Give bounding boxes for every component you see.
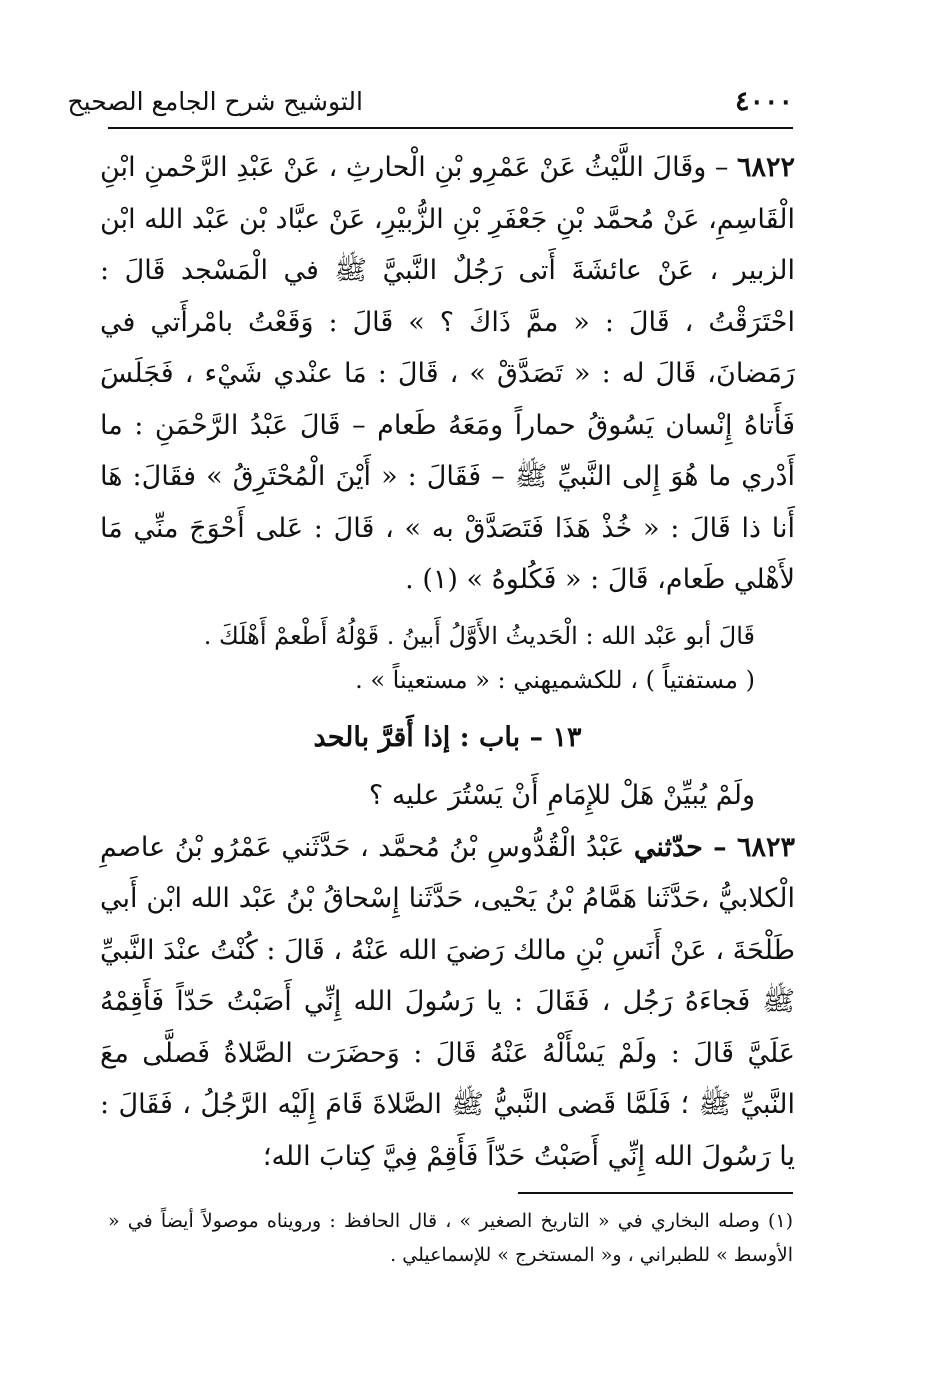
hadith-text: عَبْدُ الْقُدُّوسِ بْنُ مُحمَّد ، حَدَّثَني عَمْرُو بْنُ عاصمِ الْكلابيُّ ،حَدَّثَنا هَمَّامُ بْنُ يَحْيى، حَدَّثَنا إِسْحاقُ بْنُ عَبْد الله ابْن أَبي طَلْحَةَ ، عَنْ أَنَسِ بْنِ مالك رَضيَ الله عَنْهُ ، قَالَ : كُنْتُ عنْدَ النَّبيِّ ﷺ فَجاءَهُ رَجُل ، فَقَالَ : يا رَسُولَ الله إِنِّي أَصَبْتُ حَدّاً فَأَقِمْهُ عَلَيَّ قَالَ : ولَمْ يَسْأَلْهُ عَنْهُ قَالَ : وَحضَرَت الصَّلاةُ فَصلَّى معَ النَّبيِّ ﷺ ؛ فَلَمَّا قَضى النَّبيُّ ﷺ الصَّلاةَ قَامَ إِلَيْه الرَّجُلُ ، فَقَالَ : يا رَسُولَ الله إِنِّي أَصَبْتُ حَدّاً فَأَقِمْ فِيَّ كِتابَ الله؛ <box>100 831 795 1172</box>
page-number: ٤٠٠٠ <box>734 86 793 117</box>
chapter-question: ولَمْ يُبيِّنْ هَلْ للإِمَامِ أَنْ يَسْتُرَ عليه ؟ <box>368 779 755 811</box>
footnote-divider <box>518 1192 793 1194</box>
header-divider <box>108 127 793 129</box>
commentary-line: قَالَ أبو عَبْد الله : الْحَديثُ الأَوَّلُ أَبينُ . قَوْلُهُ أَطْعمْ أَهْلَكَ . <box>203 621 755 650</box>
narration-word: – حدّثني <box>633 831 737 863</box>
hadith-text: – وقَالَ اللَّيْثُ عَنْ عَمْرِو بْنِ الْحارثِ ، عَنْ عَبْدِ الرَّحْمنِ ابْنِ الْقَاسِمِ، عَنْ مُحمَّد بْنِ جَعْفَرِ بْنِ الزُّبيْرِ، عَنْ عبَّاد بْن عَبْد الله ابْن الزبير ، عَنْ عائشَةَ أَتى رَجُلٌ النَّبيَّ ﷺ في الْمَسْجد قَالَ : احْتَرَقْتُ ، قَالَ : « ممَّ ذَاكَ ؟ » قَالَ : وَقَعْتُ بامْرأَتي في رَمَضانَ، قَالَ له : « تَصَدَّقْ » ، قَالَ : مَا عنْدي شَيْء ، فَجَلَسَ فَأَتاهُ إِنْسان يَسُوقُ حماراً ومَعَهُ طَعام – قَالَ عَبْدُ الرَّحْمَنِ : ما أَدْري ما هُوَ إِلى النَّبيِّ ﷺ – فَقَالَ : « أَيْنَ الْمُحْتَرِقُ » فقَالَ: هَا أَنا ذا قَالَ : « خُذْ هَذَا فَتَصَدَّقْ به » ، قَالَ : عَلى أَحْوَجَ منِّي مَا لأَهْلي طَعام، قَالَ : « فَكُلوهُ » (١) . <box>100 152 795 595</box>
chapter-heading: ١٣ – باب : إذا أَقرَّ بالحد <box>313 721 582 753</box>
hadith-6822 <box>100 142 795 606</box>
main-text <box>100 142 795 1182</box>
book-title: التوشيح شرح الجامع الصحيح <box>67 87 363 116</box>
running-header <box>67 84 793 124</box>
hadith-number: ٦٨٢٣ <box>736 831 795 863</box>
commentary-line: ( مستفتياً ) ، للكشميهني : « مستعيناً » . <box>355 665 755 694</box>
footnote: (١) وصله البخاري في « التاريخ الصغير » ، قال الحافظ : ورويناه موصولاً أيضاً في « الأوسط » للطبراني ، و« المستخرج » للإسماعيلي . <box>108 1210 793 1266</box>
hadith-number: ٦٨٢٢ <box>736 152 795 183</box>
hadith-6823 <box>100 822 795 1183</box>
